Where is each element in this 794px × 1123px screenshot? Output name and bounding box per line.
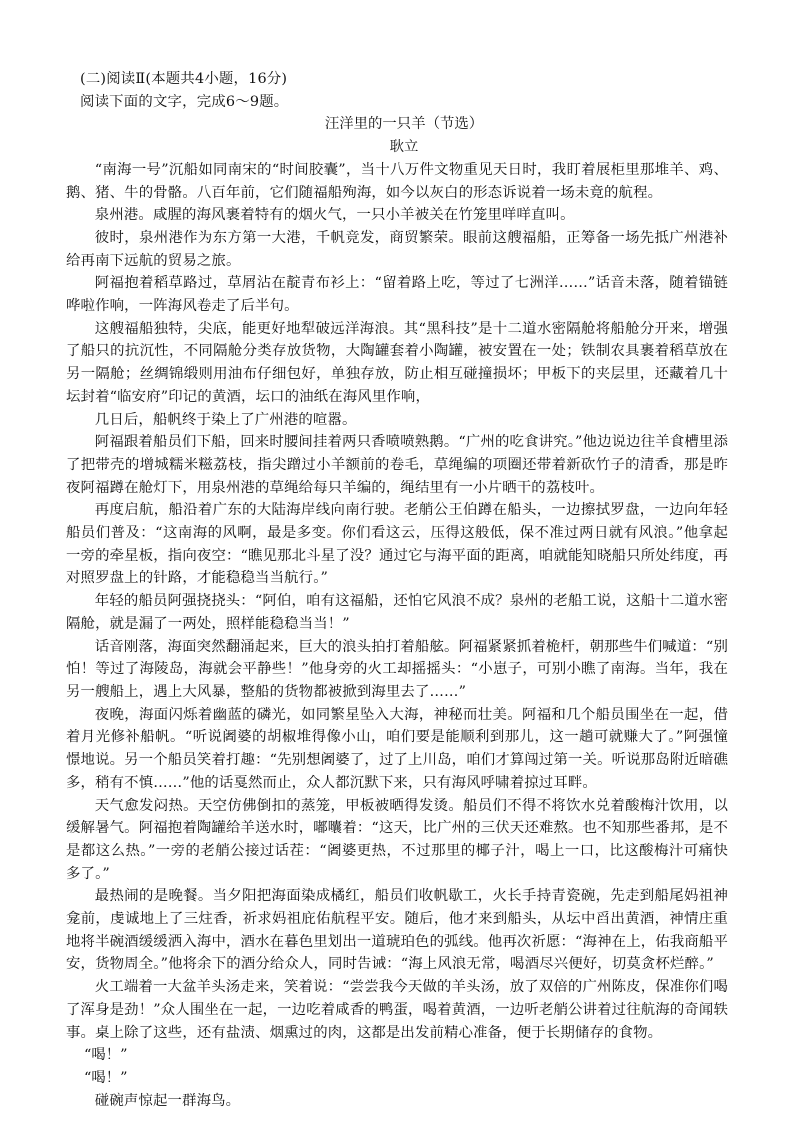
section-instruction: 阅读下面的文字，完成6～9题。 [80, 93, 289, 110]
reading-page [66, 68, 728, 1112]
paragraph: 话音刚落，海面突然翻涌起来，巨大的浪头拍打着船舷。阿福紧紧抓着桅杆，朝那些牛们喊道：“别怕！等过了海陵岛，海就会平静些！”他身旁的火工却摇摇头：“小崽子，可别小瞧了南海。当年，我在另一艘船上，遇上大风暴，整船的货物都被掀到海里去了……” [66, 638, 728, 700]
paragraph: 最热闹的是晚餐。当夕阳把海面染成橘红，船员们收帆歇工，火长手持青瓷碗，先走到船尾妈祖神龛前，虔诚地上了三炷香，祈求妈祖庇佑航程平安。随后，他才来到船头，从坛中舀出黄酒，神情庄重地将半碗酒缓缓洒入海中，酒水在暮色里划出一道琥珀色的弧线。他再次祈愿：“海神在上，佑我商船平安，货物周全。”他将余下的酒分给众人，同时告诫：“海上风浪无常，喝酒尽兴便好，切莫贪杯烂醉。” [66, 888, 728, 973]
paragraph: 火工端着一大盆羊头汤走来，笑着说：“尝尝我今天做的羊头汤，放了双倍的广州陈皮，保准你们喝了浑身是劲！”众人围坐在一起，一边吃着咸香的鸭蛋，喝着黄酒，一边听老艄公讲着过往航海的奇闻轶事。桌上除了这些，还有盐渍、烟熏过的肉，这都是出发前精心准备，便于长期储存的食物。 [66, 979, 728, 1041]
paragraph: 阿福抱着稻草路过，草屑沾在靛青布衫上：“留着路上吃，等过了七洲洋……”话音未落，随着锚链哗啦作响，一阵海风卷走了后半句。 [66, 275, 728, 315]
paragraph: 再度启航，船沿着广东的大陆海岸线向南行驶。老艄公王伯蹲在船头，一边擦拭罗盘，一边向年轻船员们普及：“这南海的风啊，最是多变。你们看这云，压得这般低，保不准过两日就有风浪。”他拿起一旁的牵星板，指向夜空：“瞧见那北斗星了没？通过它与海平面的距离，咱就能知晓船只所处纬度，再对照罗盘上的针路，才能稳稳当当航行。” [66, 502, 728, 587]
paragraph: 阿福跟着船员们下船，回来时腰间挂着两只香喷喷熟鹅。“广州的吃食讲究。”他边说边往羊食槽里添了把带壳的增城糯米糍荔枝，指尖蹭过小羊额前的卷毛，草绳编的项圈还带着新砍竹子的清香，那是昨夜阿福蹲在舱灯下，用泉州港的草绳给每只羊编的，绳结里有一小片晒干的荔枝叶。 [66, 434, 728, 496]
paragraph: 彼时，泉州港作为东方第一大港，千帆竞发，商贸繁荣。眼前这艘福船，正筹备一场先抵广州港补给再南下远航的贸易之旅。 [66, 229, 728, 269]
dialog-line: “喝！” [84, 1069, 128, 1086]
paragraph: 夜晚，海面闪烁着幽蓝的磷光，如同繁星坠入大海，神秘而壮美。阿福和几个船员围坐在一起，借着月光修补船帆。“听说阇婆的胡椒堆得像小山，咱们要是能顺利到那儿，这一趟可就赚大了。”阿强憧憬地说。另一个船员笑着打趣：“先别想阇婆了，过了上川岛，咱们才算闯过第一关。听说那岛附近暗礁多，稍有不慎……”他的话戛然而止，众人都沉默下来，只有海风呼啸着掠过耳畔。 [66, 706, 728, 791]
paragraph: 这艘福船独特，尖底，能更好地犁破远洋海浪。其“黑科技”是十二道水密隔舱将船舱分开来，增强了船只的抗沉性，不同隔舱分类存放货物，大陶罐套着小陶罐，被安置在一处；铁制农具裹着稻草放在另一隔舱；丝绸锦缎则用油布仔细包好，单独存放，防止相互碰撞损坏；甲板下的夹层里，还藏着几十坛封着“临安府”印记的黄酒，坛口的油纸在海风里作响， [66, 320, 728, 405]
dialog-line: “喝！” [84, 1047, 128, 1064]
paragraph: 泉州港。咸腥的海风裹着特有的烟火气，一只小羊被关在竹笼里咩咩直叫。 [94, 207, 575, 224]
section-heading: (二)阅读Ⅱ(本题共4小题，16分) [80, 71, 288, 87]
paragraph: 几日后，船帆终于染上了广州港的喧嚣。 [94, 411, 357, 428]
paragraph: “南海一号”沉船如同南宋的“时间胶囊”，当十八万件文物重见天日时，我盯着展柜里那堆羊、鸡、鹅、猪、牛的骨骼。八百年前，它们随福船殉海，如今以灰白的形态诉说着一场未竟的航程。 [66, 161, 728, 201]
closing-line: 碰碗声惊起一群海鸟。 [94, 1092, 241, 1109]
article-title: 汪洋里的一只羊（节选） [324, 116, 484, 133]
article-author: 耿立 [389, 139, 419, 156]
paragraph: 天气愈发闷热。天空仿佛倒扣的蒸笼，甲板被晒得发烫。船员们不得不将饮水兑着酸梅汁饮用，以缓解暑气。阿福抱着陶罐给羊送水时，嘟囔着：“这天，比广州的三伏天还难熬。也不知那些番邦，是不是都这么热。”一旁的老艄公接过话茬：“阇婆更热，不过那里的椰子汁，喝上一口，比这酸梅汁可痛快多了。” [66, 797, 728, 882]
paragraph: 年轻的船员阿强挠挠头：“阿伯，咱有这福船，还怕它风浪不成？泉州的老船工说，这船十二道水密隔舱，就是漏了一两处，照样能稳稳当当！” [66, 593, 728, 632]
